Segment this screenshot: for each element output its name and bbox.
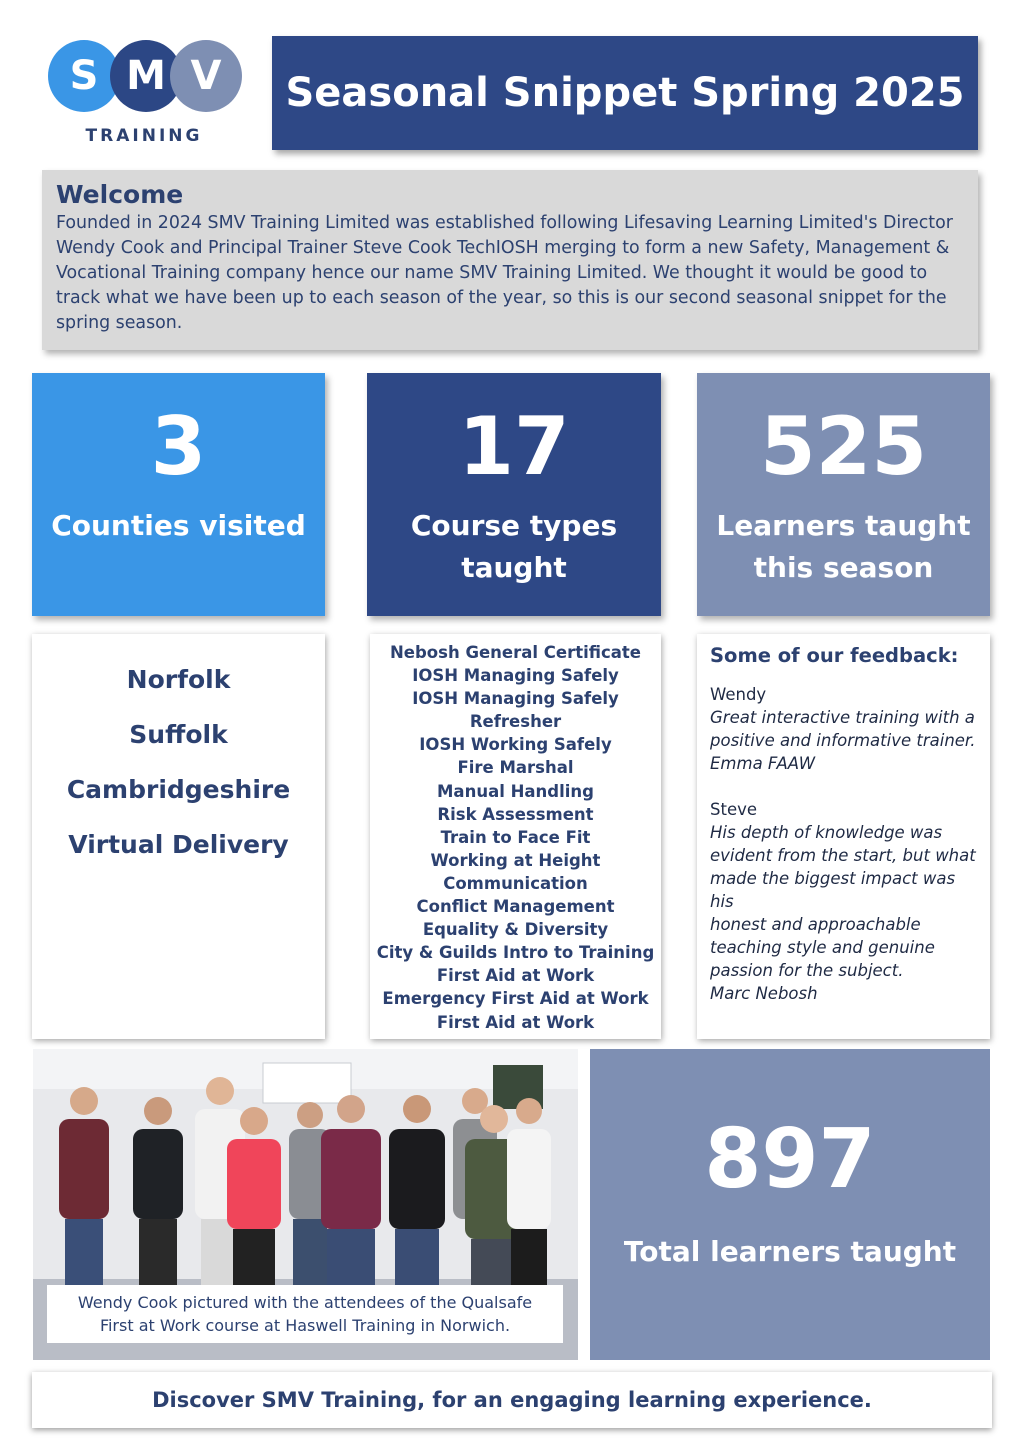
photo-caption [47,1285,563,1343]
course-item: Refresher [469,712,562,732]
county-item: Suffolk [129,720,228,749]
stat-counties [32,373,325,616]
feedback-author: Marc Nebosh [710,984,818,1003]
caption-line: First at Work course at Haswell Training in Norwich. [99,1316,511,1335]
stat-label [697,505,990,589]
stat-label-line: Learners taught [716,509,971,542]
course-item: First Aid at Work [436,1012,595,1032]
stat-number: 3 [150,400,207,493]
welcome-text: Founded in 2024 SMV Training Limited was established following Lifesaving Learning Limited's Director Wendy Cook and Principal Trainer Steve Cook TechIOSH merging to form a new Safety, Management & Vocational Training company hence our name SMV Training Limited. We thought it would be good to track what we have been up to each season of the year, so this is our second seasonal snippet for the spring season. [56,213,953,333]
course-item: IOSH Managing Safely [412,689,619,709]
logo-letter-v: V [170,40,242,112]
county-item: Cambridgeshire [66,775,291,804]
feedback-heading: Some of our feedback: [710,644,959,667]
feedback-quote-line: positive and informative trainer. [710,731,976,750]
feedback-quote-line: made the biggest impact was his [710,869,956,911]
course-item: Communication [443,873,588,893]
stat-course-types [367,373,661,616]
feedback-quote-line: teaching style and genuine [710,938,935,957]
stat-learners-season [697,373,990,616]
feedback-quote-line: honest and approachable [710,915,921,934]
stat-label [367,505,661,589]
total-number: 897 [704,1112,876,1207]
course-item: IOSH Managing Safely [412,666,619,686]
feedback-quote-line: His depth of knowledge was [710,823,943,842]
logo-letter-m: M [110,40,182,112]
welcome-section [42,170,978,350]
feedback-quote-line: evident from the start, but what [710,846,976,865]
courses-list [370,634,661,1039]
total-learners-box [590,1049,990,1360]
logo-subtitle: TRAINING [85,126,203,146]
stat-number: 17 [458,400,570,493]
total-label: Total learners taught [623,1235,957,1268]
counties-list [32,634,325,1039]
logo-letter-s: S [48,40,120,112]
bottom-banner: Discover SMV Training, for an engaging learning experience. [32,1372,992,1428]
stat-label-line: Course types [410,509,618,542]
feedback-trainer: Wendy [710,685,767,704]
course-item: Manual Handling [437,781,594,801]
course-item: Risk Assessment [437,804,594,824]
stat-label [32,505,325,547]
stat-number: 525 [760,400,927,493]
course-item: Fire Marshal [457,758,574,778]
stat-label-line: Counties visited [51,509,306,542]
page-title: Seasonal Snippet Spring 2025 [272,36,978,150]
smv-logo [46,40,246,152]
course-item: City & Guilds Intro to Training [376,943,655,963]
course-item: Conflict Management [416,897,615,917]
caption-line: Wendy Cook pictured with the attendees of the Qualsafe [77,1293,533,1312]
course-item: Emergency First Aid at Work [382,989,649,1009]
county-item: Virtual Delivery [68,830,289,859]
course-item: IOSH Working Safely [419,735,612,755]
feedback-section [697,634,990,1039]
course-item: Train to Face Fit [440,827,591,847]
group-photo [33,1049,578,1360]
course-item: Equality & Diversity [422,920,609,940]
stat-label-line: this season [753,551,934,584]
course-item: First Aid at Work [436,966,595,986]
feedback-author: Emma FAAW [710,754,816,773]
feedback-quote-line: passion for the subject. [710,961,904,980]
course-item: Nebosh General Certificate [389,643,641,662]
county-item: Norfolk [126,665,231,694]
welcome-heading: Welcome [56,180,184,209]
stat-label-line: taught [461,551,567,584]
course-item: Working at Height [430,850,601,870]
feedback-trainer: Steve [710,800,758,819]
feedback-quote-line: Great interactive training with a [710,708,975,727]
